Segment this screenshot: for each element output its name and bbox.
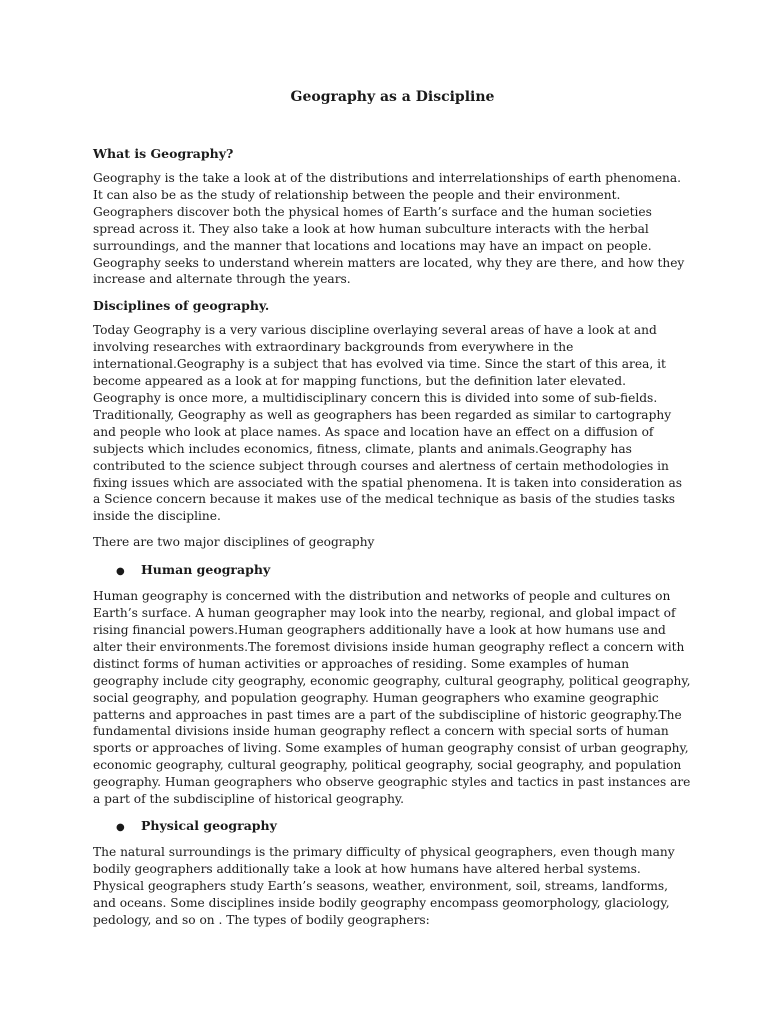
section-heading-what-is-geography: What is Geography? [93, 146, 234, 161]
paragraph-two-major-disciplines: There are two major disciplines of geography [93, 535, 375, 550]
bullet-human-geography [116, 561, 692, 580]
bullet-label-physical-geography: Physical geography [141, 818, 277, 833]
document-title: Geography as a Discipline [290, 89, 495, 105]
paragraph-disciplines: Today Geography is a very various discipline overlaying several areas of have a look at and involving researches with extraordinary backgrounds from everywhere in the international.Geography is a subject that has evolved via time. Since the start of this area, it become appeared as a look at for mapping functions, but the definition later elevated. Geography is once more, a multidisciplinary concern this is divided into some of sub-fields. Traditionally, Geography as well as geographers has been regarded as similar to cartography and people who look at place names. As space and location have an effect on a diffusion of subjects which includes economics, fitness, climate, plants and animals.Geography has contributed to the science subject through courses and alertness of certain methodologies in fixing issues which are associated with the spatial phenomena. It is taken into consideration as a Science concern because it makes use of the medical technique as basis of the studies tasks inside the discipline. [93, 323, 683, 524]
paragraph-what-is-geography: Geography is the take a look at of the distributions and interrelationships of earth phenomena. It can also be as the study of relationship between the people and their environment. Geographers discover both the physical homes of Earth’s surface and the human societies spread across it. They also take a look at how human subculture interacts with the herbal surroundings, and the manner that locations and locations may have an impact on people. Geography seeks to understand wherein matters are located, why they are there, and how they increase and alternate through the years. [93, 171, 685, 287]
bullet-dot-icon: ● [116, 566, 125, 578]
section-heading-disciplines: Disciplines of geography. [93, 298, 270, 314]
bullet-label-human-geography: Human geography [141, 562, 271, 578]
paragraph-physical-geography: The natural surroundings is the primary difficulty of physical geographers, even though many bodily geographers additionally take a look at how humans have altered herbal systems. Physical geographers study Earth’s seasons, weather, environment, soil, streams, landforms, and oceans. Some disciplines inside bodily geography encompass geomorphology, glaciology, pedology, and so on . The types of bodily geographers: [93, 845, 675, 927]
bullet-physical-geography [116, 817, 692, 836]
bullet-dot-icon: ● [116, 822, 125, 833]
paragraph-human-geography: Human geography is concerned with the distribution and networks of people and cultures on Earth’s surface. A human geographer may look into the nearby, regional, and global impact of rising financial powers.Human geographers additionally have a look at how humans use and alter their environments.The foremost divisions inside human geography reflect a concern with distinct forms of human activities or approaches of residing. Some examples of human geography include city geography, economic geography, cultural geography, political geography, social geography, and population geography. Human geographers who examine geographic patterns and approaches in past times are a part of the subdiscipline of historic geography.The fundamental divisions inside human geography reflect a concern with special sorts of human sports or approaches of living. Some examples of human geography consist of urban geography, economic geography, cultural geography, political geography, social geography, and population geography. Human geographers who observe geographic styles and tactics in past instances are a part of the subdiscipline of historical geography. [93, 589, 691, 807]
